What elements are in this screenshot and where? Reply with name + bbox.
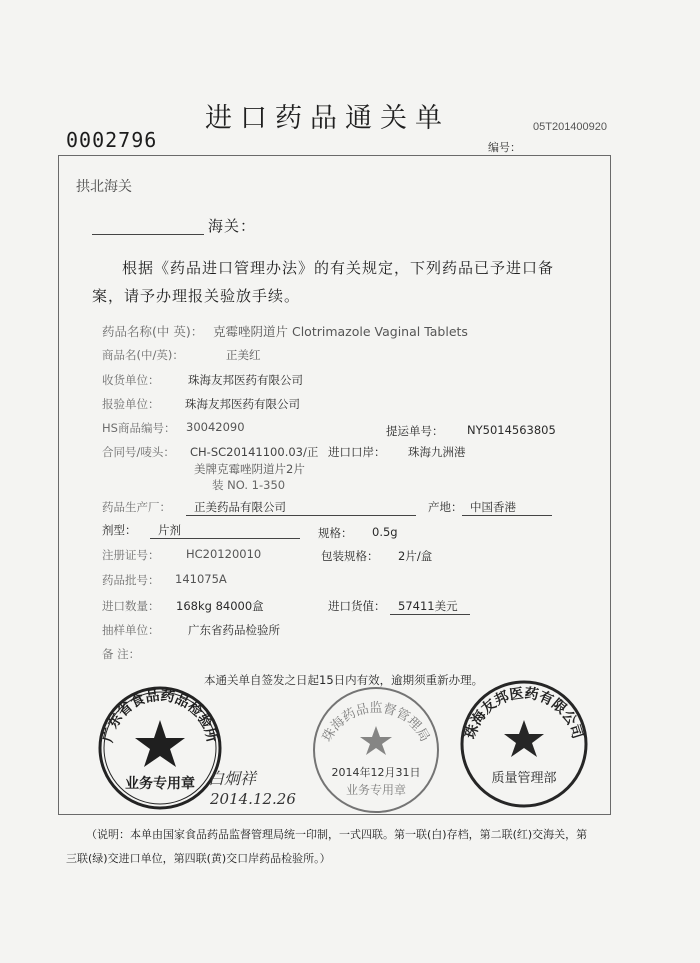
- stamp-middle-outer-text: 珠海药品监督管理局: [320, 700, 432, 745]
- contract-value: CH-SC20141100.03/正: [190, 445, 319, 459]
- declarant-value: 珠海友邦医药有限公司: [185, 397, 300, 411]
- customs-handwritten: 拱北海关: [76, 179, 132, 195]
- drug-name-label: 药品名称(中 英)：: [102, 324, 204, 339]
- hs-code-value: 30042090: [186, 420, 245, 434]
- trade-name-value: 正美红: [226, 348, 261, 362]
- quantity-label: 进口数量：: [102, 599, 160, 613]
- sampler-label: 抽样单位：: [102, 623, 160, 637]
- origin-value: 中国香港: [470, 500, 516, 514]
- star-icon: [135, 720, 185, 767]
- contract-label: 合同号/唛头：: [102, 445, 175, 459]
- stamp-left-inner-text: 业务专用章: [125, 776, 195, 792]
- spec-value: 0.5g: [372, 525, 398, 539]
- form-value: 片剂: [158, 523, 181, 537]
- document-number-label: 编号：: [488, 141, 521, 154]
- intro-line-1: 根据《药品进口管理办法》的有关规定，下列药品已予进口备: [122, 259, 555, 277]
- sampler-value: 广东省药品检验所: [188, 623, 280, 637]
- document-title: 进口药品通关单: [205, 103, 450, 134]
- package-value: 2片/盒: [398, 549, 433, 563]
- manufacturer-label: 药品生产厂：: [102, 500, 171, 514]
- footnote-line-1: （说明：本单由国家食品药品监督管理局统一印制，一式四联。第一联(白)存档，第二联(红)交海关，第: [86, 828, 588, 841]
- consignee-value: 珠海友邦医药有限公司: [188, 373, 303, 387]
- manufacturer-line: [186, 515, 416, 516]
- serial-number: 0002796: [66, 128, 158, 152]
- origin-label: 产地：: [428, 500, 463, 514]
- intro-line-2: 案，请予办理报关验放手续。: [92, 287, 301, 305]
- marks-line-2: 美牌克霉唑阴道片2片: [194, 462, 305, 476]
- remarks-label: 备 注：: [102, 647, 141, 661]
- batch-value: 141075A: [175, 572, 227, 586]
- star-icon: [360, 726, 392, 755]
- quantity-value: 168kg 84000盒: [176, 599, 264, 613]
- star-icon: [504, 720, 544, 757]
- form-label: 剂型：: [102, 523, 137, 537]
- stamp-left-outer-text: 广东省食品药品检验所: [100, 687, 220, 745]
- stamp-company-qa: [455, 676, 593, 810]
- registration-value: HC20120010: [186, 547, 262, 561]
- bill-label: 提运单号：: [386, 424, 444, 438]
- stamp-testing-institute: [92, 682, 228, 812]
- trade-name-label: 商品名(中/英)：: [102, 348, 184, 362]
- bill-value: NY5014563805: [467, 423, 556, 437]
- stamp-middle-inner-text: 业务专用章: [345, 783, 407, 797]
- hs-code-label: HS商品编号：: [102, 421, 176, 435]
- declarant-label: 报验单位：: [102, 397, 160, 411]
- customs-blank-line: [92, 234, 204, 235]
- drug-name-value: 克霉唑阴道片 Clotrimazole Vaginal Tablets: [213, 324, 468, 339]
- consignee-label: 收货单位：: [102, 373, 160, 387]
- stamp-right-inner-text: 质量管理部: [491, 771, 557, 786]
- signature-date: 2014.12.26: [210, 790, 296, 808]
- price-value: 57411美元: [398, 599, 458, 613]
- package-label: 包装规格：: [321, 549, 379, 563]
- price-label: 进口货值：: [328, 599, 386, 613]
- form-line: [150, 538, 300, 539]
- stamp-middle-date: 2014年12月31日: [331, 766, 421, 779]
- spec-label: 规格：: [318, 526, 353, 540]
- signature-name: 白炯祥: [208, 769, 257, 788]
- price-line: [390, 614, 470, 615]
- manufacturer-value: 正美药品有限公司: [194, 500, 286, 514]
- footnote-line-2: 三联(绿)交进口单位，第四联(黄)交口岸药品检验所。）: [66, 852, 331, 865]
- origin-line: [462, 515, 552, 516]
- stamp-drug-administration: [306, 684, 446, 814]
- stamp-right-outer-text: 珠海友邦医药有限公司: [462, 685, 586, 741]
- document-number: 05T201400920: [533, 121, 608, 133]
- batch-label: 药品批号：: [102, 573, 160, 587]
- port-label: 进口口岸：: [328, 445, 386, 459]
- port-value: 珠海九洲港: [408, 445, 466, 459]
- marks-line-3: 装 NO. 1-350: [212, 478, 286, 492]
- validity-note: 本通关单自签发之日起15日内有效，逾期须重新办理。: [204, 673, 484, 687]
- customs-suffix: 海关：: [208, 217, 257, 235]
- registration-label: 注册证号：: [102, 548, 160, 562]
